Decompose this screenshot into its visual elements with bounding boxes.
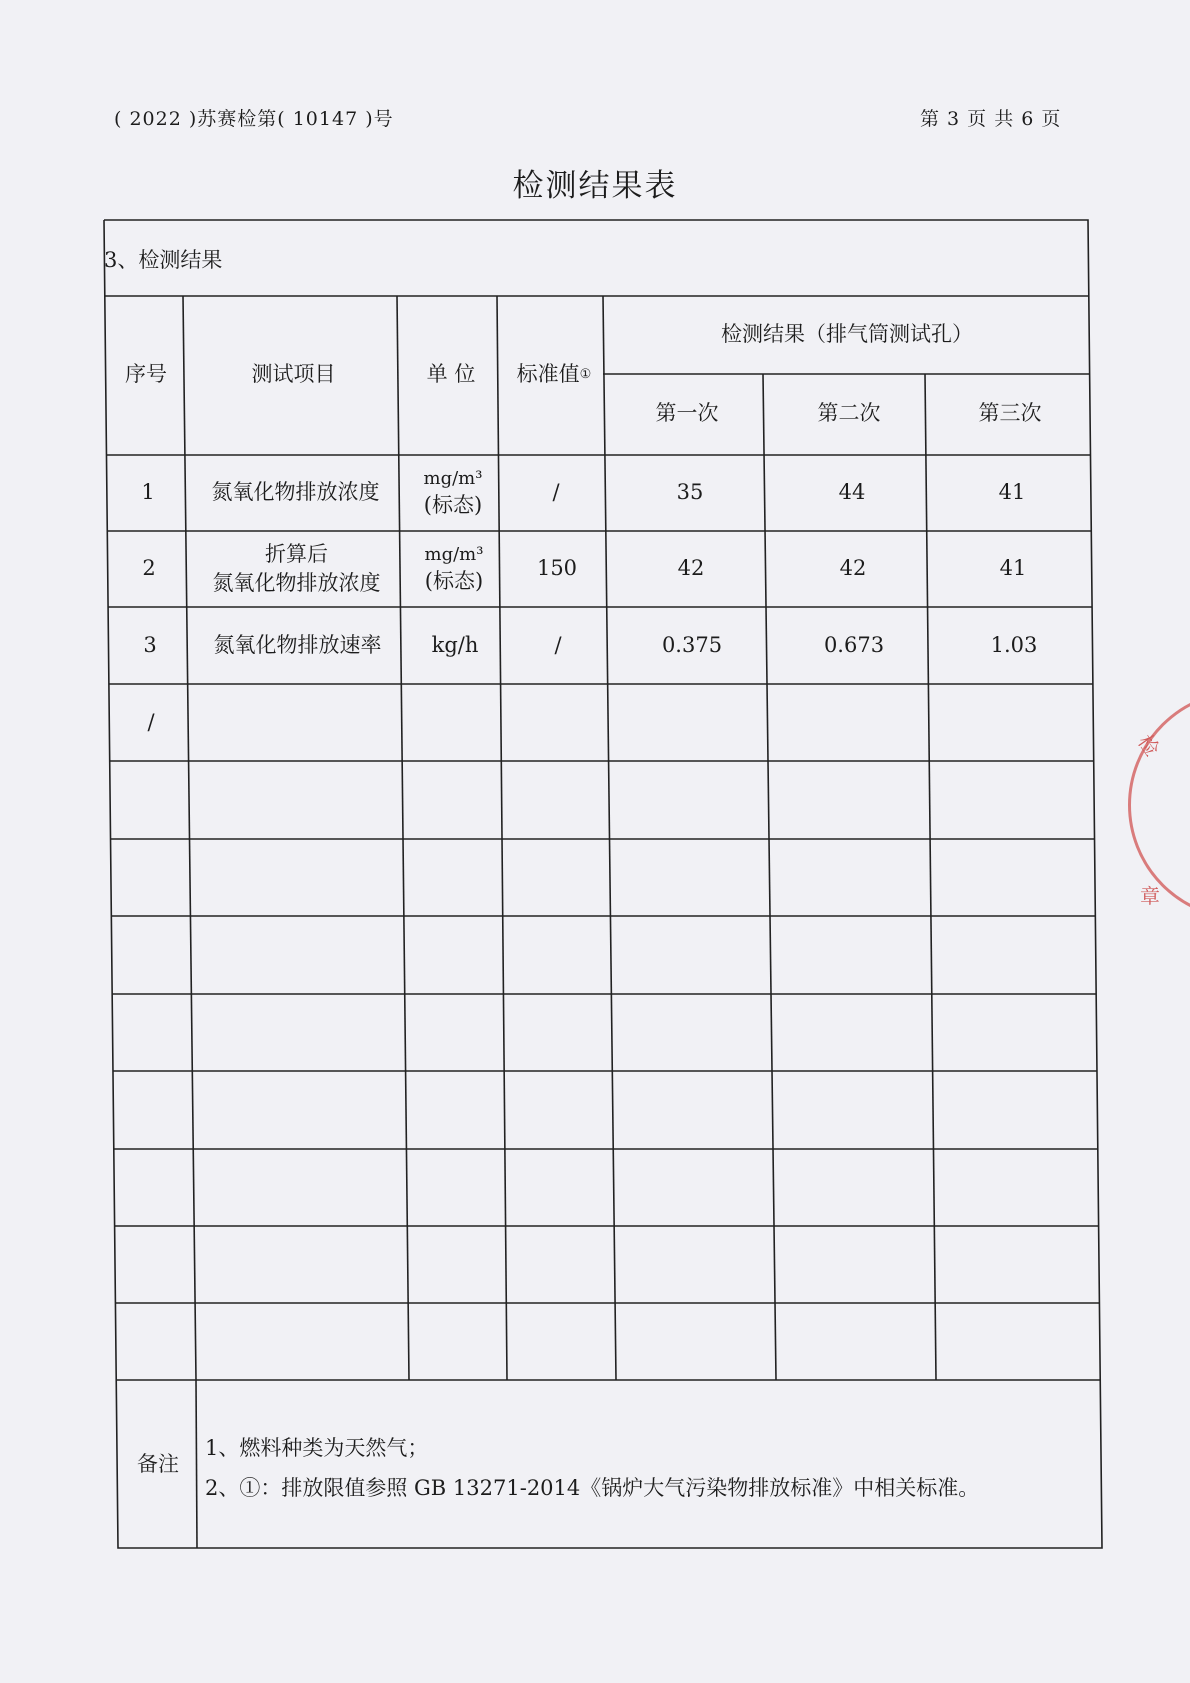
row2-unit [404,531,504,607]
row2-unit-line2: (标态) [424,568,484,593]
row3-unit: kg/h [431,632,479,657]
header-result-group: 检测结果（排气筒测试孔） [721,322,973,347]
header-std [501,296,607,454]
row2-r1: 42 [677,556,705,581]
row2-item-line2: 氮氧化物排放浓度 [212,571,381,595]
header-seq: 序号 [125,362,167,387]
page-title: 检测结果表 [512,168,678,204]
row2-seq: 2 [142,556,156,581]
row1-seq: 1 [141,480,155,505]
notes-content [205,1428,979,1508]
row1-unit-line2: (标态) [423,492,483,517]
header-first: 第一次 [655,401,719,426]
row2-item-line1: 折算后 [265,541,328,566]
row2-std: 150 [536,556,578,581]
notes-label: 备注 [137,1452,179,1477]
row4-seq: / [147,709,155,734]
row2-item [189,531,404,607]
header-std-mark: ① [579,366,592,382]
header-third: 第三次 [978,401,1042,426]
header-item: 测试项目 [251,362,336,387]
row1-r1: 35 [676,480,704,505]
row1-r3: 41 [998,480,1026,505]
section-title: 3、检测结果 [104,248,223,273]
row1-r2: 44 [838,480,866,505]
row3-item: 氮氧化物排放速率 [213,632,382,657]
row1-std: / [552,480,560,505]
row3-r1: 0.375 [661,632,723,657]
row3-r2: 0.673 [823,632,885,657]
row1-unit [403,455,503,531]
row2-r2: 42 [839,556,867,581]
seal-text-1: 检 [1133,730,1165,761]
row3-r3: 1.03 [990,632,1038,657]
seal-text-2: 章 [1140,884,1160,908]
notes-line-1: 1、燃料种类为天然气； [205,1436,429,1460]
header-unit: 单 位 [426,362,476,387]
row2-r3: 41 [999,556,1027,581]
row3-std: / [554,632,562,657]
header-std-label: 标准值 [516,362,580,387]
notes-line-2: 2、①：排放限值参照 GB 13271-2014《锅炉大气污染物排放标准》中相关标准。 [205,1476,980,1500]
header-second: 第二次 [817,401,881,426]
page-info: 第 3 页 共 6 页 [920,108,1062,130]
row1-unit-line1: mg/m³ [423,467,483,489]
row2-unit-line1: mg/m³ [424,543,484,565]
report-number: ( 2022 )苏赛检第( 10147 )号 [114,108,394,130]
row1-item: 氮氧化物排放浓度 [211,480,380,505]
row3-seq: 3 [143,632,157,657]
